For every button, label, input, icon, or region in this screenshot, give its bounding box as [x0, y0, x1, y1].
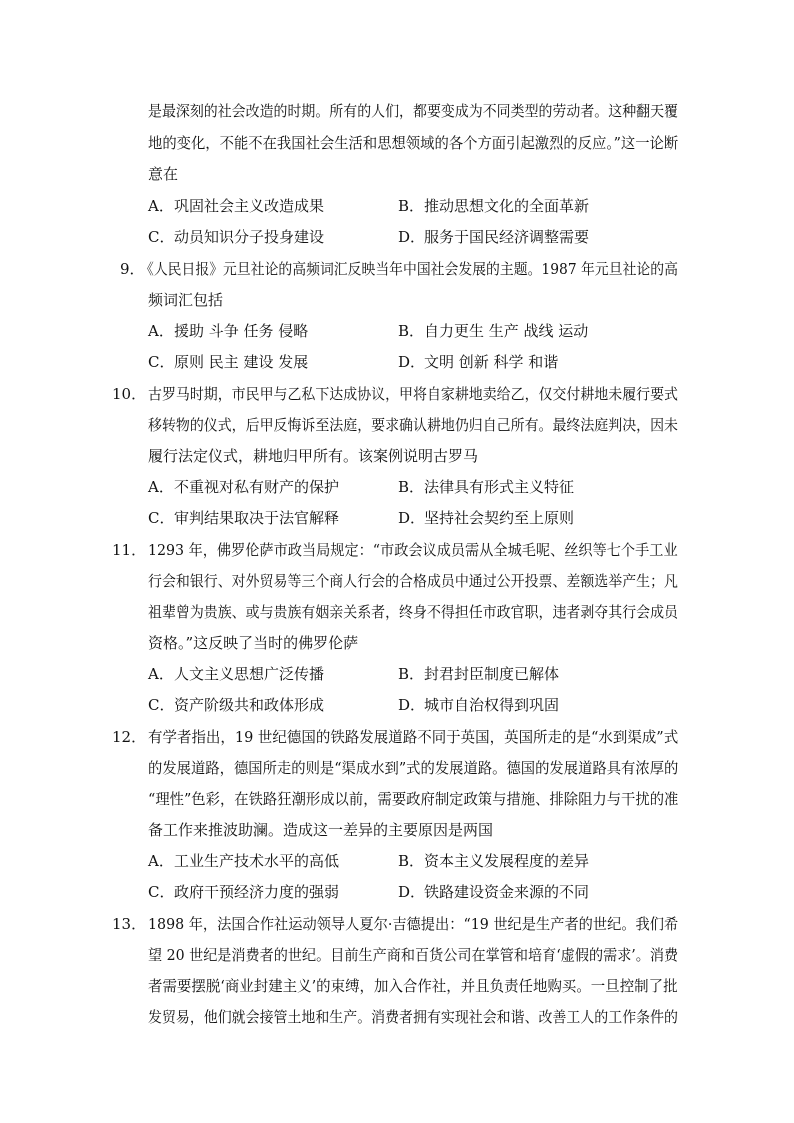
- option-letter: C．: [148, 696, 175, 714]
- q9-text-line-1: 《人民日报》元旦社论的高频词汇反映当年中国社会发展的主题。1987 年元旦社论的高: [140, 260, 678, 278]
- option-text: 法律具有形式主义特征: [424, 478, 575, 496]
- q13-text-line-1: 1898 年，法国合作社运动领导人夏尔·吉德提出：“19 世纪是生产者的世纪。我们希: [148, 915, 679, 933]
- q11-text-line-1: 1293 年，佛罗伦萨市政当局规定：“市政会议成员需从全城毛呢、丝织等七个手工业: [148, 541, 678, 559]
- q11-option-d: [398, 695, 559, 715]
- q13-text-line-4: 发贸易，他们就会接管土地和生产。消费者拥有实现社会和谐、改善工人的工作条件的: [148, 1008, 679, 1026]
- q11-option-c: [148, 695, 324, 715]
- q12-text-line-3: “理性”色彩，在铁路狂潮形成以前，需要政府制定政策与措施、排除阻力与干扰的准: [148, 790, 679, 808]
- option-text: 资产阶级共和政体形成: [174, 696, 325, 714]
- option-text: 自力更生 生产 战线 运动: [424, 322, 589, 340]
- option-letter: C．: [148, 509, 175, 527]
- option-letter: B．: [398, 852, 425, 870]
- q12-text-line-1: 有学者指出，19 世纪德国的铁路发展道路不同于英国，英国所走的是“水到渠成”式: [148, 728, 679, 746]
- q13-number: 13．: [112, 915, 147, 933]
- option-text: 审判结果取决于法官解释: [174, 509, 340, 527]
- q12-option-d: [398, 882, 589, 902]
- option-text: 巩固社会主义改造成果: [174, 197, 325, 215]
- option-text: 原则 民主 建设 发展: [174, 353, 309, 371]
- option-text: 政府干预经济力度的强弱: [174, 883, 340, 901]
- option-text: 工业生产技术水平的高低: [174, 852, 340, 870]
- option-text: 铁路建设资金来源的不同: [424, 883, 590, 901]
- option-text: 文明 创新 科学 和谐: [424, 353, 559, 371]
- option-text: 服务于国民经济调整需要: [424, 228, 590, 246]
- q11-text-line-4: 资格。”这反映了当时的佛罗伦萨: [148, 634, 359, 652]
- q12-text-line-2: 的发展道路，德国所走的则是“渠成水到”式的发展道路。德国的发展道路具有浓厚的: [148, 759, 679, 777]
- option-text: 资本主义发展程度的差异: [424, 852, 590, 870]
- option-letter: D．: [398, 228, 426, 246]
- q11-option-a: [148, 664, 324, 684]
- option-letter: B．: [398, 197, 425, 215]
- q10-option-b: [398, 477, 574, 497]
- q9-text-line-2: 频词汇包括: [148, 291, 224, 309]
- q12-text-line-4: 备工作来推波助澜。造成这一差异的主要原因是两国: [148, 821, 494, 839]
- q13-text-line-3: 者需要摆脱‘商业封建主义’的束缚，加入合作社，并且负责任地购买。一旦控制了批: [148, 977, 678, 995]
- option-letter: A．: [148, 197, 174, 215]
- option-text: 不重视对私有财产的保护: [174, 478, 340, 496]
- q10-option-d: [398, 508, 574, 528]
- q10-option-c: [148, 508, 339, 528]
- q9-option-a: [148, 321, 308, 341]
- q13-text-line-2: 望 20 世纪是消费者的世纪。目前生产商和百货公司在掌管和培育‘虚假的需求’。消费: [148, 946, 679, 964]
- option-letter: B．: [398, 478, 425, 496]
- q11-option-b: [398, 664, 559, 684]
- option-text: 坚持社会契约至上原则: [424, 509, 575, 527]
- option-text: 动员知识分子投身建设: [174, 228, 325, 246]
- option-letter: D．: [398, 696, 426, 714]
- q8-option-c: [148, 227, 324, 247]
- option-letter: C．: [148, 883, 175, 901]
- q8-option-d: [398, 227, 589, 247]
- option-text: 人文主义思想广泛传播: [174, 665, 325, 683]
- option-letter: C．: [148, 353, 175, 371]
- option-text: 封君封臣制度已解体: [424, 665, 560, 683]
- q8-option-b: [398, 196, 589, 216]
- q10-text-line-1: 古罗马时期，市民甲与乙私下达成协议，甲将自家耕地卖给乙，仅交付耕地未履行要式: [148, 385, 679, 403]
- q12-number: 12．: [112, 728, 147, 746]
- option-letter: B．: [398, 665, 425, 683]
- option-letter: C．: [148, 228, 175, 246]
- option-text: 推动思想文化的全面革新: [424, 197, 590, 215]
- option-text: 援助 斗争 任务 侵略: [174, 322, 309, 340]
- q10-text-line-3: 履行法定仪式，耕地归甲所有。该案例说明古罗马: [148, 447, 479, 465]
- option-letter: D．: [398, 509, 426, 527]
- q12-option-a: [148, 851, 339, 871]
- option-letter: A．: [148, 665, 174, 683]
- option-text: 城市自治权得到巩固: [424, 696, 560, 714]
- q10-number: 10．: [112, 385, 147, 403]
- q9-option-c: [148, 352, 308, 372]
- q8-text-line-2: 地的变化，不能不在我国社会生活和思想领域的各个方面引起激烈的反应。”这一论断: [148, 134, 679, 152]
- q11-text-line-3: 祖辈曾为贵族、或与贵族有姻亲关系者，终身不得担任市政官职，违者剥夺其行会成员: [148, 603, 679, 621]
- option-letter: A．: [148, 852, 174, 870]
- q9-number: 9．: [120, 260, 145, 278]
- q9-option-b: [398, 321, 588, 341]
- option-letter: D．: [398, 353, 426, 371]
- q9-option-d: [398, 352, 558, 372]
- q8-text-line-3: 意在: [148, 165, 179, 183]
- q11-text-line-2: 行会和银行、对外贸易等三个商人行会的合格成员中通过公开投票、差额选举产生；凡: [148, 572, 679, 590]
- q10-option-a: [148, 477, 339, 497]
- option-letter: D．: [398, 883, 426, 901]
- q11-number: 11．: [112, 541, 147, 559]
- q12-option-b: [398, 851, 589, 871]
- q8-option-a: [148, 196, 324, 216]
- q12-option-c: [148, 882, 339, 902]
- option-letter: B．: [398, 322, 425, 340]
- q10-text-line-2: 移转物的仪式，后甲反悔诉至法庭，要求确认耕地仍归自己所有。最终法庭判决，因未: [148, 416, 679, 434]
- q8-text-line-1: 是最深刻的社会改造的时期。所有的人们，都要变成为不同类型的劳动者。这种翻天覆: [148, 102, 679, 120]
- option-letter: A．: [148, 322, 174, 340]
- option-letter: A．: [148, 478, 174, 496]
